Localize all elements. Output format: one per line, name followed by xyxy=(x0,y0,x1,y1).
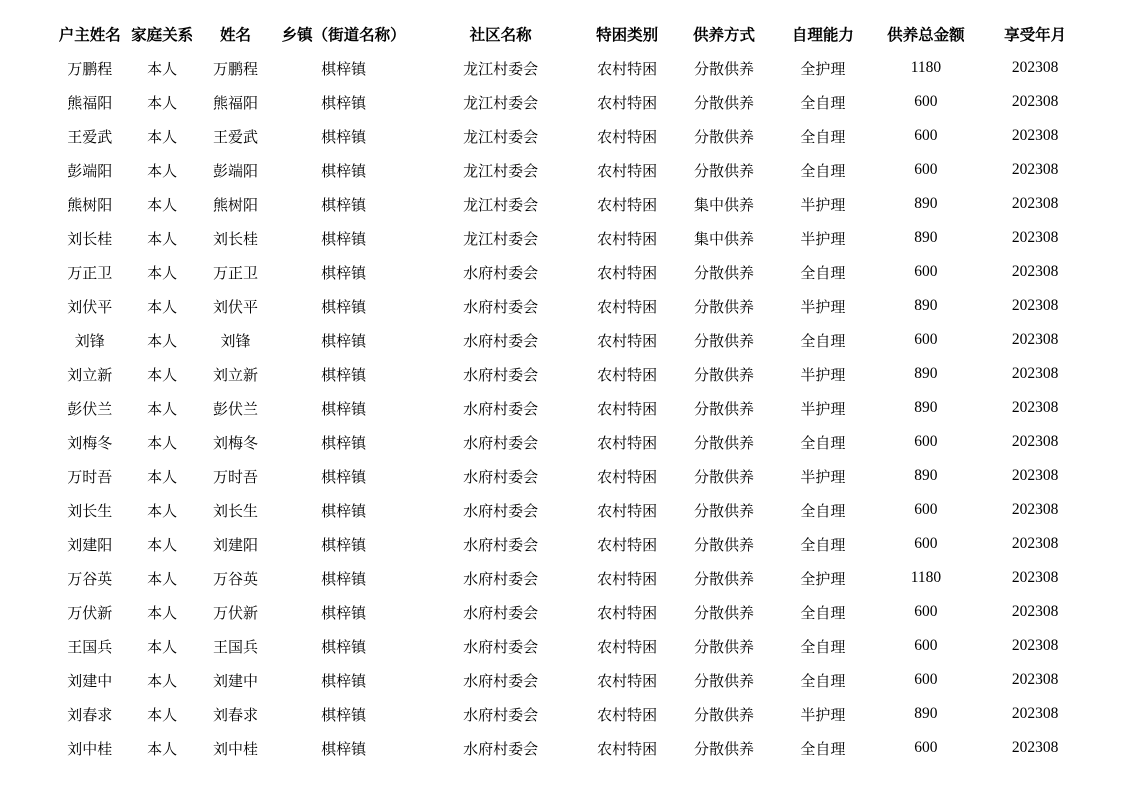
cell-benefit-month: 202308 xyxy=(1011,161,1059,178)
cell-support-mode: 分散供养 xyxy=(694,671,755,690)
cell-self-care-ability: 全自理 xyxy=(800,739,846,758)
cell-family-relation: 本人 xyxy=(147,59,178,78)
cell-name: 刘建阳 xyxy=(213,535,259,554)
cell-name: 刘中桂 xyxy=(213,739,259,758)
cell-benefit-month: 202308 xyxy=(1011,365,1059,382)
cell-community-name: 水府村委会 xyxy=(463,467,539,486)
cell-support-mode: 分散供养 xyxy=(694,739,755,758)
cell-township: 棋梓镇 xyxy=(321,739,367,758)
table-body xyxy=(51,51,1081,765)
cell-household-head-name: 万时吾 xyxy=(67,467,113,486)
cell-benefit-month: 202308 xyxy=(1011,705,1059,722)
table-row xyxy=(51,51,1081,85)
cell-support-mode: 分散供养 xyxy=(694,263,755,282)
table-row xyxy=(51,629,1081,663)
table-row xyxy=(51,663,1081,697)
cell-self-care-ability: 半护理 xyxy=(800,365,846,384)
cell-name: 刘长生 xyxy=(213,501,259,520)
table-row xyxy=(51,459,1081,493)
cell-community-name: 水府村委会 xyxy=(463,603,539,622)
relief-recipients-table xyxy=(51,17,1081,765)
cell-township: 棋梓镇 xyxy=(321,637,367,656)
cell-household-head-name: 刘长生 xyxy=(67,501,113,520)
cell-household-head-name: 王爱武 xyxy=(67,127,113,146)
cell-hardship-category: 农村特困 xyxy=(597,467,658,486)
cell-hardship-category: 农村特困 xyxy=(597,365,658,384)
cell-support-amount: 1180 xyxy=(910,569,942,586)
cell-benefit-month: 202308 xyxy=(1011,331,1059,348)
cell-support-mode: 分散供养 xyxy=(694,297,755,316)
table-row xyxy=(51,425,1081,459)
cell-community-name: 水府村委会 xyxy=(463,263,539,282)
table-row xyxy=(51,357,1081,391)
cell-township: 棋梓镇 xyxy=(321,297,367,316)
cell-community-name: 水府村委会 xyxy=(463,637,539,656)
cell-name: 熊福阳 xyxy=(213,93,259,112)
table-row xyxy=(51,85,1081,119)
cell-support-amount: 890 xyxy=(914,195,938,212)
column-header-support-amount: 供养总金额 xyxy=(887,26,965,44)
cell-name: 刘伏平 xyxy=(213,297,259,316)
cell-household-head-name: 彭伏兰 xyxy=(67,399,113,418)
cell-support-mode: 分散供养 xyxy=(694,93,755,112)
cell-township: 棋梓镇 xyxy=(321,331,367,350)
cell-benefit-month: 202308 xyxy=(1011,229,1059,246)
cell-township: 棋梓镇 xyxy=(321,467,367,486)
cell-support-amount: 890 xyxy=(914,229,938,246)
cell-household-head-name: 万鹏程 xyxy=(67,59,113,78)
column-header-benefit-month: 享受年月 xyxy=(1004,26,1067,44)
cell-household-head-name: 万正卫 xyxy=(67,263,113,282)
cell-township: 棋梓镇 xyxy=(321,433,367,452)
cell-community-name: 龙江村委会 xyxy=(463,93,539,112)
cell-household-head-name: 刘建阳 xyxy=(67,535,113,554)
cell-township: 棋梓镇 xyxy=(321,569,367,588)
table-row xyxy=(51,595,1081,629)
cell-township: 棋梓镇 xyxy=(321,501,367,520)
table-row xyxy=(51,323,1081,357)
cell-community-name: 水府村委会 xyxy=(463,535,539,554)
column-header-family-relation: 家庭关系 xyxy=(131,26,194,44)
cell-family-relation: 本人 xyxy=(147,603,178,622)
cell-support-amount: 890 xyxy=(914,365,938,382)
cell-self-care-ability: 半护理 xyxy=(800,195,846,214)
cell-household-head-name: 刘锋 xyxy=(74,331,105,350)
cell-hardship-category: 农村特困 xyxy=(597,93,658,112)
cell-hardship-category: 农村特困 xyxy=(597,331,658,350)
cell-self-care-ability: 全自理 xyxy=(800,637,846,656)
cell-self-care-ability: 全自理 xyxy=(800,501,846,520)
table-row xyxy=(51,255,1081,289)
cell-household-head-name: 熊树阳 xyxy=(67,195,113,214)
cell-benefit-month: 202308 xyxy=(1011,195,1059,212)
cell-support-mode: 分散供养 xyxy=(694,637,755,656)
cell-support-mode: 分散供养 xyxy=(694,535,755,554)
cell-hardship-category: 农村特困 xyxy=(597,569,658,588)
cell-benefit-month: 202308 xyxy=(1011,535,1059,552)
cell-support-amount: 600 xyxy=(914,127,938,144)
cell-family-relation: 本人 xyxy=(147,705,178,724)
cell-community-name: 龙江村委会 xyxy=(463,229,539,248)
cell-support-mode: 分散供养 xyxy=(694,569,755,588)
cell-name: 万鹏程 xyxy=(213,59,259,78)
cell-support-mode: 分散供养 xyxy=(694,501,755,520)
cell-household-head-name: 刘春求 xyxy=(67,705,113,724)
cell-community-name: 水府村委会 xyxy=(463,331,539,350)
cell-township: 棋梓镇 xyxy=(321,161,367,180)
cell-support-amount: 890 xyxy=(914,399,938,416)
cell-community-name: 水府村委会 xyxy=(463,501,539,520)
cell-self-care-ability: 半护理 xyxy=(800,467,846,486)
cell-self-care-ability: 半护理 xyxy=(800,297,846,316)
cell-support-mode: 分散供养 xyxy=(694,433,755,452)
cell-name: 刘长桂 xyxy=(213,229,259,248)
cell-family-relation: 本人 xyxy=(147,297,178,316)
cell-township: 棋梓镇 xyxy=(321,195,367,214)
cell-hardship-category: 农村特困 xyxy=(597,535,658,554)
cell-support-mode: 集中供养 xyxy=(694,195,755,214)
cell-household-head-name: 彭端阳 xyxy=(67,161,113,180)
cell-family-relation: 本人 xyxy=(147,739,178,758)
table-row xyxy=(51,221,1081,255)
cell-family-relation: 本人 xyxy=(147,127,178,146)
cell-hardship-category: 农村特困 xyxy=(597,127,658,146)
cell-name: 刘建中 xyxy=(213,671,259,690)
cell-support-mode: 分散供养 xyxy=(694,467,755,486)
cell-benefit-month: 202308 xyxy=(1011,637,1059,654)
cell-hardship-category: 农村特困 xyxy=(597,433,658,452)
cell-name: 王国兵 xyxy=(213,637,259,656)
cell-township: 棋梓镇 xyxy=(321,535,367,554)
cell-self-care-ability: 全自理 xyxy=(800,127,846,146)
cell-family-relation: 本人 xyxy=(147,365,178,384)
cell-support-amount: 600 xyxy=(914,433,938,450)
cell-family-relation: 本人 xyxy=(147,195,178,214)
cell-support-amount: 600 xyxy=(914,739,938,756)
cell-benefit-month: 202308 xyxy=(1011,127,1059,144)
cell-family-relation: 本人 xyxy=(147,671,178,690)
cell-family-relation: 本人 xyxy=(147,229,178,248)
column-header-township: 乡镇（街道名称） xyxy=(281,26,406,44)
cell-name: 刘春求 xyxy=(213,705,259,724)
table-header-row xyxy=(51,17,1081,51)
cell-self-care-ability: 全自理 xyxy=(800,671,846,690)
cell-family-relation: 本人 xyxy=(147,637,178,656)
column-header-household-head-name: 户主姓名 xyxy=(58,26,121,44)
cell-self-care-ability: 全自理 xyxy=(800,93,846,112)
cell-self-care-ability: 半护理 xyxy=(800,399,846,418)
cell-community-name: 水府村委会 xyxy=(463,671,539,690)
column-header-community-name: 社区名称 xyxy=(469,26,532,44)
cell-benefit-month: 202308 xyxy=(1011,263,1059,280)
cell-support-amount: 890 xyxy=(914,297,938,314)
cell-hardship-category: 农村特困 xyxy=(597,637,658,656)
cell-support-mode: 分散供养 xyxy=(694,705,755,724)
cell-self-care-ability: 全自理 xyxy=(800,603,846,622)
table-row xyxy=(51,493,1081,527)
cell-township: 棋梓镇 xyxy=(321,59,367,78)
cell-support-mode: 分散供养 xyxy=(694,59,755,78)
cell-household-head-name: 刘伏平 xyxy=(67,297,113,316)
cell-household-head-name: 刘长桂 xyxy=(67,229,113,248)
cell-support-mode: 集中供养 xyxy=(694,229,755,248)
cell-benefit-month: 202308 xyxy=(1011,93,1059,110)
cell-self-care-ability: 全自理 xyxy=(800,433,846,452)
cell-hardship-category: 农村特困 xyxy=(597,263,658,282)
cell-household-head-name: 万伏新 xyxy=(67,603,113,622)
cell-hardship-category: 农村特困 xyxy=(597,501,658,520)
table-row xyxy=(51,153,1081,187)
cell-benefit-month: 202308 xyxy=(1011,569,1059,586)
cell-township: 棋梓镇 xyxy=(321,229,367,248)
cell-support-mode: 分散供养 xyxy=(694,603,755,622)
cell-community-name: 龙江村委会 xyxy=(463,59,539,78)
cell-support-mode: 分散供养 xyxy=(694,399,755,418)
cell-name: 万谷英 xyxy=(213,569,259,588)
cell-support-amount: 600 xyxy=(914,501,938,518)
cell-household-head-name: 熊福阳 xyxy=(67,93,113,112)
cell-self-care-ability: 全自理 xyxy=(800,535,846,554)
cell-hardship-category: 农村特困 xyxy=(597,705,658,724)
cell-support-amount: 1180 xyxy=(910,59,942,76)
cell-community-name: 龙江村委会 xyxy=(463,195,539,214)
cell-benefit-month: 202308 xyxy=(1011,603,1059,620)
cell-community-name: 水府村委会 xyxy=(463,297,539,316)
cell-support-amount: 600 xyxy=(914,161,938,178)
table-row xyxy=(51,561,1081,595)
column-header-support-mode: 供养方式 xyxy=(693,26,756,44)
cell-township: 棋梓镇 xyxy=(321,263,367,282)
cell-hardship-category: 农村特困 xyxy=(597,195,658,214)
cell-township: 棋梓镇 xyxy=(321,93,367,112)
cell-support-amount: 890 xyxy=(914,467,938,484)
cell-community-name: 龙江村委会 xyxy=(463,161,539,180)
cell-benefit-month: 202308 xyxy=(1011,671,1059,688)
cell-benefit-month: 202308 xyxy=(1011,297,1059,314)
cell-name: 万伏新 xyxy=(213,603,259,622)
cell-household-head-name: 万谷英 xyxy=(67,569,113,588)
cell-benefit-month: 202308 xyxy=(1011,739,1059,756)
cell-benefit-month: 202308 xyxy=(1011,467,1059,484)
cell-support-mode: 分散供养 xyxy=(694,365,755,384)
cell-hardship-category: 农村特困 xyxy=(597,161,658,180)
cell-township: 棋梓镇 xyxy=(321,603,367,622)
cell-household-head-name: 王国兵 xyxy=(67,637,113,656)
table-row xyxy=(51,697,1081,731)
cell-hardship-category: 农村特困 xyxy=(597,229,658,248)
cell-name: 万正卫 xyxy=(213,263,259,282)
cell-township: 棋梓镇 xyxy=(321,705,367,724)
cell-support-mode: 分散供养 xyxy=(694,127,755,146)
table-row xyxy=(51,391,1081,425)
cell-family-relation: 本人 xyxy=(147,433,178,452)
cell-family-relation: 本人 xyxy=(147,535,178,554)
cell-household-head-name: 刘立新 xyxy=(67,365,113,384)
cell-benefit-month: 202308 xyxy=(1011,433,1059,450)
cell-name: 彭伏兰 xyxy=(213,399,259,418)
cell-support-amount: 600 xyxy=(914,263,938,280)
cell-self-care-ability: 全自理 xyxy=(800,263,846,282)
cell-family-relation: 本人 xyxy=(147,93,178,112)
table-row xyxy=(51,119,1081,153)
cell-name: 王爱武 xyxy=(213,127,259,146)
cell-self-care-ability: 全自理 xyxy=(800,161,846,180)
cell-community-name: 水府村委会 xyxy=(463,399,539,418)
cell-family-relation: 本人 xyxy=(147,161,178,180)
cell-support-amount: 600 xyxy=(914,93,938,110)
cell-support-amount: 600 xyxy=(914,331,938,348)
cell-household-head-name: 刘梅冬 xyxy=(67,433,113,452)
cell-support-amount: 600 xyxy=(914,637,938,654)
table-row xyxy=(51,187,1081,221)
cell-support-amount: 600 xyxy=(914,603,938,620)
cell-name: 刘立新 xyxy=(213,365,259,384)
cell-hardship-category: 农村特困 xyxy=(597,59,658,78)
cell-name: 熊树阳 xyxy=(213,195,259,214)
cell-self-care-ability: 半护理 xyxy=(800,705,846,724)
cell-support-amount: 890 xyxy=(914,705,938,722)
cell-township: 棋梓镇 xyxy=(321,365,367,384)
cell-hardship-category: 农村特困 xyxy=(597,399,658,418)
cell-community-name: 水府村委会 xyxy=(463,433,539,452)
cell-township: 棋梓镇 xyxy=(321,671,367,690)
cell-benefit-month: 202308 xyxy=(1011,59,1059,76)
cell-name: 刘梅冬 xyxy=(213,433,259,452)
cell-family-relation: 本人 xyxy=(147,263,178,282)
cell-township: 棋梓镇 xyxy=(321,127,367,146)
table-row xyxy=(51,527,1081,561)
column-header-hardship-category: 特困类别 xyxy=(596,26,659,44)
cell-community-name: 水府村委会 xyxy=(463,365,539,384)
cell-self-care-ability: 半护理 xyxy=(800,229,846,248)
cell-hardship-category: 农村特困 xyxy=(597,603,658,622)
table-row xyxy=(51,289,1081,323)
cell-support-amount: 600 xyxy=(914,671,938,688)
column-header-name: 姓名 xyxy=(220,26,252,44)
cell-household-head-name: 刘中桂 xyxy=(67,739,113,758)
cell-family-relation: 本人 xyxy=(147,331,178,350)
cell-support-mode: 分散供养 xyxy=(694,331,755,350)
cell-support-amount: 600 xyxy=(914,535,938,552)
cell-family-relation: 本人 xyxy=(147,467,178,486)
cell-community-name: 水府村委会 xyxy=(463,569,539,588)
cell-township: 棋梓镇 xyxy=(321,399,367,418)
cell-hardship-category: 农村特困 xyxy=(597,297,658,316)
cell-benefit-month: 202308 xyxy=(1011,501,1059,518)
cell-benefit-month: 202308 xyxy=(1011,399,1059,416)
cell-name: 万时吾 xyxy=(213,467,259,486)
cell-family-relation: 本人 xyxy=(147,501,178,520)
cell-self-care-ability: 全护理 xyxy=(800,569,846,588)
cell-support-mode: 分散供养 xyxy=(694,161,755,180)
cell-community-name: 水府村委会 xyxy=(463,739,539,758)
table-row xyxy=(51,731,1081,765)
cell-name: 刘锋 xyxy=(220,331,251,350)
cell-hardship-category: 农村特困 xyxy=(597,671,658,690)
cell-family-relation: 本人 xyxy=(147,569,178,588)
cell-community-name: 龙江村委会 xyxy=(463,127,539,146)
cell-hardship-category: 农村特困 xyxy=(597,739,658,758)
cell-name: 彭端阳 xyxy=(213,161,259,180)
cell-self-care-ability: 全自理 xyxy=(800,331,846,350)
cell-community-name: 水府村委会 xyxy=(463,705,539,724)
cell-self-care-ability: 全护理 xyxy=(800,59,846,78)
cell-family-relation: 本人 xyxy=(147,399,178,418)
cell-household-head-name: 刘建中 xyxy=(67,671,113,690)
column-header-self-care-ability: 自理能力 xyxy=(791,26,854,44)
